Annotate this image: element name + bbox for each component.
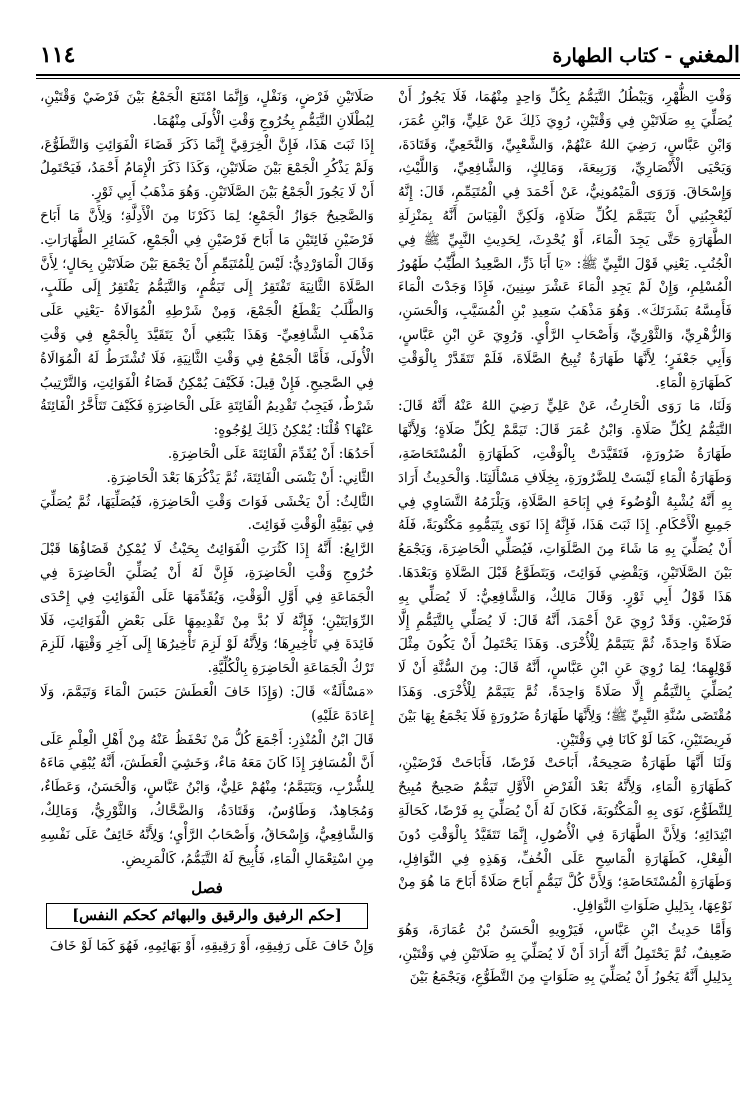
paragraph: أَحَدُهَا: أَنْ يُقَدِّمَ الْفَائِتَةَ عَلَى الْحَاضِرَةِ. xyxy=(167,445,374,462)
page-number: ١١٤ xyxy=(40,42,76,68)
paragraph: وَلَنَا أَنَّهَا طَهَارَةٌ صَحِيحَةٌ، أَبَاحَتْ فَرْضًا، فَأَبَاحَتْ فَرْضَيْنِ، كَطَهَارَةِ الْمَاءِ، وَلِأَنَّهُ بَعْدَ الْفَرْضِ الْأَوَّلِ تَيَمُّمٌ صَحِيحٌ مُبِيحٌ لِلتَّطَوُّعِ، نَوَى بِهِ الْمَكْتُوبَةَ، فَكَانَ لَهُ أَنْ يُصَلِّيَ بِهِ فَرْضًا، كَحَالَةِ ابْتِدَائِهِ؛ وَلِأَنَّ الطَّهَارَةَ فِي الْأُصُولِ، إِنَّمَا تَتَقَيَّدُ بِالْوَقْتِ دُونَ الْفِعْلِ، كَطَهَارَةِ الْمَاسِحِ عَلَى الْخُفِّ، وَهَذِهِ فِي النَّوَافِلِ، وَطَهَارَةِ الْمُسْتَحَاضَةِ؛ وَلِأَنَّ كُلَّ تَيَمُّمٍ أَبَاحَ صَلَاةً أَبَاحَ مَا هُوَ مِنْ نَوْعِهَا، بِدَلِيلِ صَلَوَاتِ النَّوَافِلِ. xyxy=(398,755,732,915)
chapter-title: كتاب الطهارة xyxy=(552,45,658,67)
header-rule-thin xyxy=(36,78,740,79)
right-column xyxy=(398,86,732,990)
left-column xyxy=(40,86,374,959)
paragraph: وَقْتِ الظُّهْرِ، وَيَبْطُلُ التَّيَمُّمُ بِكُلِّ وَاحِدٍ مِنْهُمَا، فَلَا يَجُوزُ أَنْ يُصَلِّيَ بِهِ صَلَاتَيْنِ فِي وَقْتَيْنِ، رُوِيَ ذَلِكَ عَنْ عَلِيٍّ، وَابْنِ عُمَرَ، وَابْنِ عَبَّاسٍ، رَضِيَ اللهُ عَنْهُمْ، وَالشَّعْبِيِّ، وَالنَّخَعِيِّ، وَقَتَادَةَ، وَيَحْيَى الْأَنْصَارِيِّ، وَرَبِيعَةَ، وَمَالِكٍ، وَالشَّافِعِيِّ، وَاللَّيْثِ، وَإِسْحَاقَ. وَرَوَى الْمَيْمُونِيُّ، عَنْ أَحْمَدَ فِي الْمُتَيَمِّمِ، قَالَ: إِنَّهُ لَيُعْجِبُنِي أَنْ يَتَيَمَّمَ لِكُلِّ صَلَاةٍ، وَلَكِنَّ الْقِيَاسَ أَنَّهُ بِمَنْزِلَةِ الطَّهَارَةِ حَتَّى يَجِدَ الْمَاءَ، أَوْ يُحْدِثَ، لِحَدِيثِ النَّبِيِّ ﷺ فِي الْجُنُبِ. يَعْنِي قَوْلَ النَّبِيِّ ﷺ: «يَا أَبَا ذَرٍّ، الصَّعِيدُ الطَّيِّبُ طَهُورُ الْمُسْلِمِ، وَإِنْ لَمْ يَجِدِ الْمَاءَ عَشْرَ سِنِينَ، فَإِذَا وَجَدْتَ الْمَاءَ فَأَمِسَّهُ بَشَرَتَكَ». وَهُوَ مَذْهَبُ سَعِيدِ بْنِ الْمُسَيَّبِ، وَالْحَسَنِ، وَالزُّهْرِيِّ، وَالثَّوْرِيِّ، وَأَصْحَابِ الرَّأْيِ. وَرُوِيَ عَنِ ابْنِ عَبَّاسٍ، وَأَبِي جَعْفَرٍ؛ لِأَنَّهَا طَهَارَةٌ تُبِيحُ الصَّلَاةَ، فَلَمْ تَتَقَدَّرْ بِالْوَقْتِ كَطَهَارَةِ الْمَاءِ. xyxy=(398,89,732,391)
paragraph: الرَّابِعُ: أَنَّهُ إِذَا كَثُرَتِ الْفَوَائِتُ بِحَيْثُ لَا يُمْكِنُ قَضَاؤُهَا قَبْلَ خُرُوجِ وَقْتِ الْحَاضِرَةِ، فَإِنَّ لَهُ أَنْ يُصَلِّيَ الْحَاضِرَةَ فِي الْجَمَاعَةِ فِي أَوَّلِ الْوَقْتِ، وَيُقَدِّمَهَا عَلَى الْفَوَائِتِ فِي إِحْدَى الرِّوَايَتَيْنِ؛ فَإِنَّهُ لَا بُدَّ مِنْ تَقْدِيمِهَا عَلَى بَعْضِ الْفَوَائِتِ، فَلَا فَائِدَةَ فِي تَأْخِيرِهَا؛ وَلِأَنَّهُ لَوْ لَزِمَ تَأْخِيرُهَا إِلَى آخِرِ وَقْتِهَا، لَلَزِمَ تَرْكُ الْجَمَاعَةِ الْحَاضِرَةِ بِالْكُلِّيَّةِ. xyxy=(40,541,374,677)
paragraph: الثَّانِي: أَنْ يَنْسَى الْفَائِتَةَ، ثُمَّ يَذْكُرَهَا بَعْدَ الْحَاضِرَةِ. xyxy=(106,469,374,486)
paragraph: صَلَاتَيْنِ فَرْضٍ، وَنَفْلٍ، وَإِنَّمَا امْتَنَعَ الْجَمْعُ بَيْنَ فَرْضَيْ وَقْتَيْنِ، لِبُطْلَانِ التَّيَمُّمِ بِخُرُوجِ وَقْتِ الْأُولَى مِنْهُمَا. xyxy=(40,89,374,129)
title-separator: - xyxy=(657,45,679,67)
book-title: المغني xyxy=(678,42,740,68)
paragraph: وَإِنْ خَافَ عَلَى رَفِيقِهِ، أَوْ رَقِيقِهِ، أَوْ بَهَائِمِهِ، فَهُوَ كَمَا لَوْ خَافَ xyxy=(49,938,374,955)
paragraph: إِذَا ثَبَتَ هَذَا، فَإِنَّ الْخِرَقِيَّ إِنَّمَا ذَكَرَ قَضَاءَ الْفَوَائِتِ وَالتَّطَوُّعَ، وَلَمْ يَذْكُرِ الْجَمْعَ بَيْنَ صَلَاتَيْنِ، وَكَذَا ذَكَرَ الْإِمَامُ أَحْمَدُ، فَيَحْتَمِلُ أَنْ لَا يَجُوزَ الْجَمْعُ بَيْنَ الصَّلَاتَيْنِ. وَهُوَ مَذْهَبُ أَبِي ثَوْرٍ. xyxy=(40,136,374,201)
page-header xyxy=(40,42,740,70)
section-subheading: [حكم الرفيق والرقيق والبهائم كحكم النفس] xyxy=(46,903,368,929)
paragraph: وَلَنَا، مَا رَوَى الْحَارِثُ، عَنْ عَلِيٍّ رَضِيَ اللهُ عَنْهُ أَنَّهُ قَالَ: التَّيَمُّمُ لِكُلِّ صَلَاةٍ. وَابْنُ عُمَرَ قَالَ: تَيَمَّمْ لِكُلِّ صَلَاةٍ؛ وَلِأَنَّهَا طَهَارَةُ ضَرُورَةٍ، فَتَقَيَّدَتْ بِالْوَقْتِ، كَطَهَارَةِ الْمُسْتَحَاضَةِ، وَطَهَارَةُ الْمَاءِ لَيْسَتْ لِلضَّرُورَةِ، بِخِلَافِ مَسْأَلَتِنَا. وَالْحَدِيثُ أَرَادَ بِهِ أَنَّهُ يُشْبِهُ الْوُضُوءَ فِي إِبَاحَةِ الصَّلَاةِ، وَيَلْزَمُهُ التَّسَاوِي فِي جَمِيعِ الْأَحْكَامِ. إِذَا ثَبَتَ هَذَا، فَإِنَّهُ إِذَا نَوَى بِتَيَمُّمِهِ مَكْتُوبَةً، فَلَهُ أَنْ يُصَلِّيَ بِهِ مَا شَاءَ مِنَ الصَّلَوَاتِ، فَيُصَلِّي الْحَاضِرَةَ، وَيَجْمَعُ بَيْنَ الصَّلَاتَيْنِ، وَيَقْضِي فَوَائِتَ، وَيَتَطَوَّعُ قَبْلَ الصَّلَاةِ وَبَعْدَهَا. هَذَا قَوْلُ أَبِي ثَوْرٍ. وَقَالَ مَالِكٌ، وَالشَّافِعِيُّ: لَا يُصَلِّي بِهِ فَرْضَيْنِ. وَقَدْ رُوِيَ عَنْ أَحْمَدَ، أَنَّهُ قَالَ: لَا يُصَلِّي بِالتَّيَمُّمِ إِلَّا صَلَاةً وَاحِدَةً، ثُمَّ يَتَيَمَّمُ لِلْأُخْرَى. وَهَذَا يَحْتَمِلُ أَنْ يَكُونَ مِثْلَ قَوْلِهِمَا؛ لِمَا رُوِيَ عَنِ ابْنِ عَبَّاسٍ، أَنَّهُ قَالَ: مِنَ السُّنَّةِ أَنْ لَا يُصَلِّيَ بِالتَّيَمُّمِ إِلَّا صَلَاةً وَاحِدَةً، ثُمَّ يَتَيَمَّمُ لِلْأُخْرَى. وَهَذَا مُقْتَضَى سُنَّةِ النَّبِيِّ ﷺ؛ وَلِأَنَّهَا طَهَارَةُ ضَرُورَةٍ فَلَا يَجْمَعُ بِهَا بَيْنَ فَرِيضَتَيْنِ، كَمَا لَوْ كَانَا فِي وَقْتَيْنِ. xyxy=(398,398,732,748)
header-rule xyxy=(36,74,740,76)
paragraph: وَالصَّحِيحُ جَوَازُ الْجَمْعِ؛ لِمَا ذَكَرْنَا مِنَ الْأَدِلَّةِ؛ وَلِأَنَّ مَا أَبَاحَ فَرْضَيْنِ فَائِتَيْنِ مَا أَبَاحَ فَرْضَيْنِ فِي الْجَمْعِ، كَسَائِرِ الطَّهَارَاتِ. وَقَالَ الْمَاوَرْدِيُّ: لَيْسَ لِلْمُتَيَمِّمِ أَنْ يَجْمَعَ بَيْنَ صَلَاتَيْنِ بِحَالٍ؛ لِأَنَّ الصَّلَاةَ الثَّانِيَةَ تَفْتَقِرُ إِلَى تَيَمُّمٍ، وَالتَّيَمُّمُ يَفْتَقِرُ إِلَى طَلَبٍ، وَالطَّلَبُ يَقْطَعُ الْجَمْعَ، وَمِنْ شَرْطِهِ الْمُوَالَاةُ -يَعْنِي عَلَى مَذْهَبِ الشَّافِعِيِّ- وَهَذَا يَنْبَغِي أَنْ يَتَقَيَّدَ بِالْجَمْعِ فِي وَقْتِ الْأُولَى، فَأَمَّا الْجَمْعُ فِي وَقْتِ الثَّانِيَةِ، فَلَا تُشْتَرَطُ لَهُ الْمُوَالَاةُ فِي الصَّحِيحِ. فَإِنْ قِيلَ: فَكَيْفَ يُمْكِنُ قَضَاءُ الْفَوَائِتِ، وَالتَّرْتِيبُ شَرْطٌ، فَيَجِبُ تَقْدِيمُ الْفَائِتَةِ عَلَى الْحَاضِرَةِ فَكَيْفَ تَتَأَخَّرُ الْفَائِتَةُ عَنْهَا؟ قُلْنَا: يُمْكِنُ ذَلِكَ لِوُجُوهٍ: xyxy=(40,207,374,439)
masala-heading: «مَسْأَلَةٌ» قَالَ: (وَإِذَا خَافَ الْعَطَشَ حَبَسَ الْمَاءَ وَتَيَمَّمَ، وَلَا إِعَادَةَ عَلَيْهِ) xyxy=(40,683,374,724)
paragraph: قَالَ ابْنُ الْمُنْذِرِ: أَجْمَعَ كُلُّ مَنْ نَحْفَظُ عَنْهُ مِنْ أَهْلِ الْعِلْمِ عَلَى أَنَّ الْمُسَافِرَ إِذَا كَانَ مَعَهُ مَاءٌ، وَخَشِيَ الْعَطَشَ، أَنَّهُ يُبْقِي مَاءَهُ لِلشُّرْبِ، وَيَتَيَمَّمُ؛ مِنْهُمْ عَلِيٌّ، وَابْنُ عَبَّاسٍ، وَالْحَسَنُ، وَعَطَاءٌ، وَمُجَاهِدٌ، وَطَاوُسٌ، وَقَتَادَةُ، وَالضَّحَّاكُ، وَالثَّوْرِيُّ، وَمَالِكٌ، وَالشَّافِعِيُّ، وَإِسْحَاقُ، وَأَصْحَابُ الرَّأْيِ؛ وَلِأَنَّهُ خَائِفٌ عَلَى نَفْسِهِ مِنِ اسْتِعْمَالِ الْمَاءِ، فَأُبِيحَ لَهُ التَّيَمُّمُ، كَالْمَرِيضِ. xyxy=(40,731,374,867)
paragraph: الثَّالِثُ: أَنْ يَخْشَى فَوَاتَ وَقْتِ الْحَاضِرَةِ، فَيُصَلِّيَهَا، ثُمَّ يُصَلِّيَ فِي بَقِيَّةِ الْوَقْتِ فَوَائِتَ. xyxy=(40,493,374,534)
running-title xyxy=(552,42,740,68)
section-heading: فصل xyxy=(191,879,223,898)
paragraph: وَأَمَّا حَدِيثُ ابْنِ عَبَّاسٍ، فَيَرْوِيهِ الْحَسَنُ بْنُ عُمَارَةَ، وَهُوَ ضَعِيفٌ، ثُمَّ يَحْتَمِلُ أَنَّهُ أَرَادَ أَنْ لَا يُصَلِّيَ بِهِ صَلَاتَيْنِ فِي وَقْتَيْنِ، بِدَلِيلِ أَنَّهُ يَجُوزُ أَنْ يُصَلِّيَ بِهِ صَلَوَاتٍ مِنَ التَّطَوُّعِ، وَيَجْمَعُ بَيْنَ xyxy=(398,921,732,986)
